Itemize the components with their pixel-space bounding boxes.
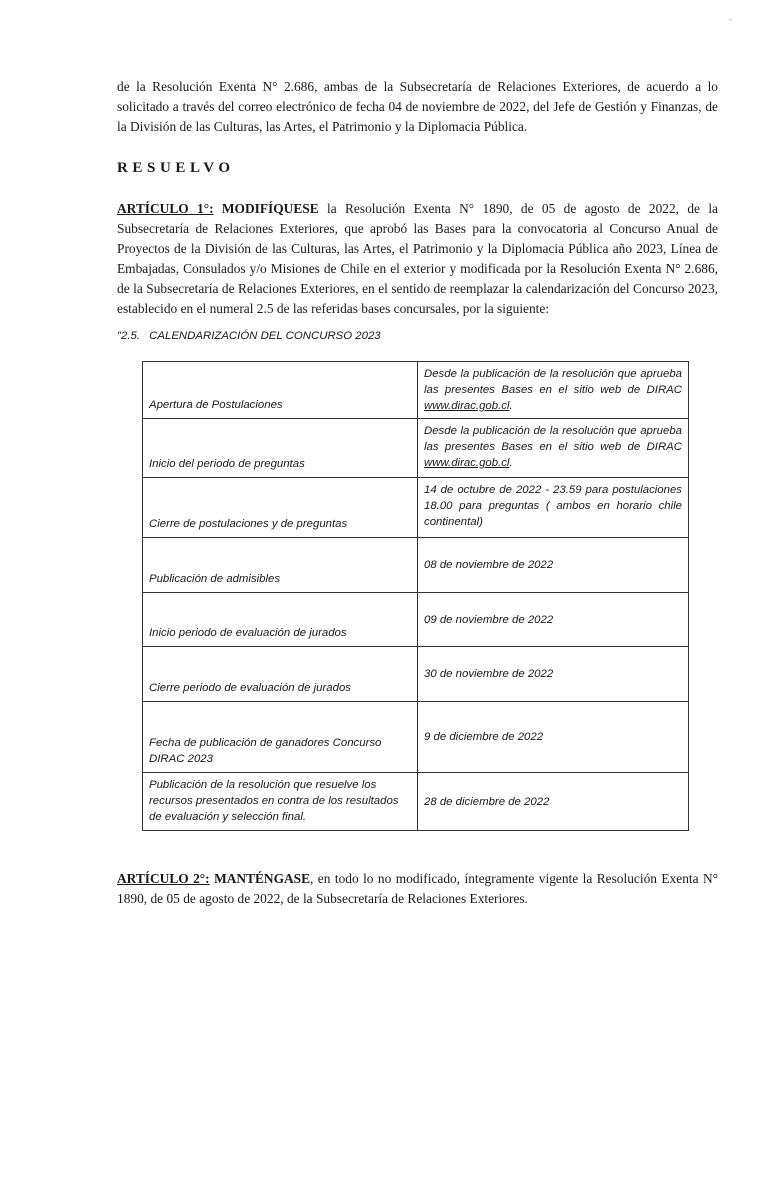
article-2-label: ARTÍCULO 2°:	[117, 871, 210, 886]
table-row	[143, 647, 689, 702]
date-cell: 9 de diciembre de 2022	[418, 702, 689, 773]
event-cell: Fecha de publicación de ganadores Concurso DIRAC 2023	[143, 702, 418, 773]
section-title: CALENDARIZACIÓN DEL CONCURSO 2023	[149, 330, 381, 342]
resolution-heading: RESUELVO	[117, 160, 235, 176]
article-2-verb: MANTÉNGASE	[214, 871, 311, 886]
table-row	[143, 478, 689, 538]
date-cell: 30 de noviembre de 2022	[418, 647, 689, 702]
link-suffix: .	[509, 457, 513, 469]
intro-paragraph: de la Resolución Exenta N° 2.686, ambas de la Subsecretaría de Relaciones Exteriores, de acuerdo a lo solicitado a través del correo electrónico de fecha 04 de noviembre de 2022, del Jefe de Gestión y Finanzas, de la División de las Culturas, las Artes, el Patrimonio y la Diplomacia Pública.	[117, 79, 718, 134]
calendar-table	[142, 361, 689, 831]
section-number: "2.5.	[117, 330, 141, 342]
table-row	[143, 702, 689, 773]
article-1-text: la Resolución Exenta N° 1890, de 05 de agosto de 2022, de la Subsecretaría de Relaciones Exteriores, que aprobó las Bases para la convocatoria al Concurso Anual de Proyectos de la División de las Culturas, las Artes, el Patrimonio y la Diplomacia Pública año 2023, Línea de Embajadas, Consulados y/o Misiones de Chile en el exterior y modificada por la Resolución Exenta N° 2.686, de la Subsecretaría de Relaciones Exteriores, en el sentido de reemplazar la calendarización del Concurso 2023, establecido en el numeral 2.5 de las referidas bases concursales, por la siguiente:	[117, 201, 718, 316]
date-cell	[418, 362, 689, 419]
table-row	[143, 362, 689, 419]
date-text: Desde la publicación de la resolución que aprueba las presentes Bases en el sitio web de DIRAC	[424, 425, 682, 453]
table-row	[143, 538, 689, 593]
date-cell	[418, 419, 689, 478]
date-cell: 09 de noviembre de 2022	[418, 593, 689, 647]
article-2-text: , en todo lo no modificado, íntegramente vigente la Resolución Exenta N° 1890, de 05 de agosto de 2022, de la Subsecretaría de Relaciones Exteriores.	[117, 871, 718, 906]
event-cell: Inicio periodo de evaluación de jurados	[143, 593, 418, 647]
date-cell: 28 de diciembre de 2022	[418, 773, 689, 831]
table-row	[143, 773, 689, 831]
event-cell: Publicación de admisibles	[143, 538, 418, 593]
table-row	[143, 419, 689, 478]
date-cell: 14 de octubre de 2022 - 23.59 para postulaciones 18.00 para preguntas ( ambos en horario chile continental)	[418, 478, 689, 538]
article-1-label: ARTÍCULO 1°:	[117, 201, 214, 216]
scan-mark: -	[729, 14, 732, 24]
event-cell: Publicación de la resolución que resuelve los recursos presentados en contra de los resultados de evaluación y selección final.	[143, 773, 418, 831]
date-cell: 08 de noviembre de 2022	[418, 538, 689, 593]
event-cell: Apertura de Postulaciones	[143, 362, 418, 419]
section-title-line	[117, 330, 381, 342]
table-row	[143, 593, 689, 647]
event-cell: Inicio del periodo de preguntas	[143, 419, 418, 478]
date-text: Desde la publicación de la resolución que aprueba las presentes Bases en el sitio web de DIRAC	[424, 368, 682, 396]
event-cell: Cierre periodo de evaluación de jurados	[143, 647, 418, 702]
dirac-link[interactable]: www.dirac.gob.cl	[424, 400, 510, 412]
link-suffix: .	[509, 400, 513, 412]
dirac-link[interactable]: www.dirac.gob.cl	[424, 457, 510, 469]
article-1-paragraph	[117, 199, 718, 319]
event-cell: Cierre de postulaciones y de preguntas	[143, 478, 418, 538]
article-1-verb: MODIFÍQUESE	[221, 201, 319, 216]
article-2-paragraph	[117, 869, 718, 909]
